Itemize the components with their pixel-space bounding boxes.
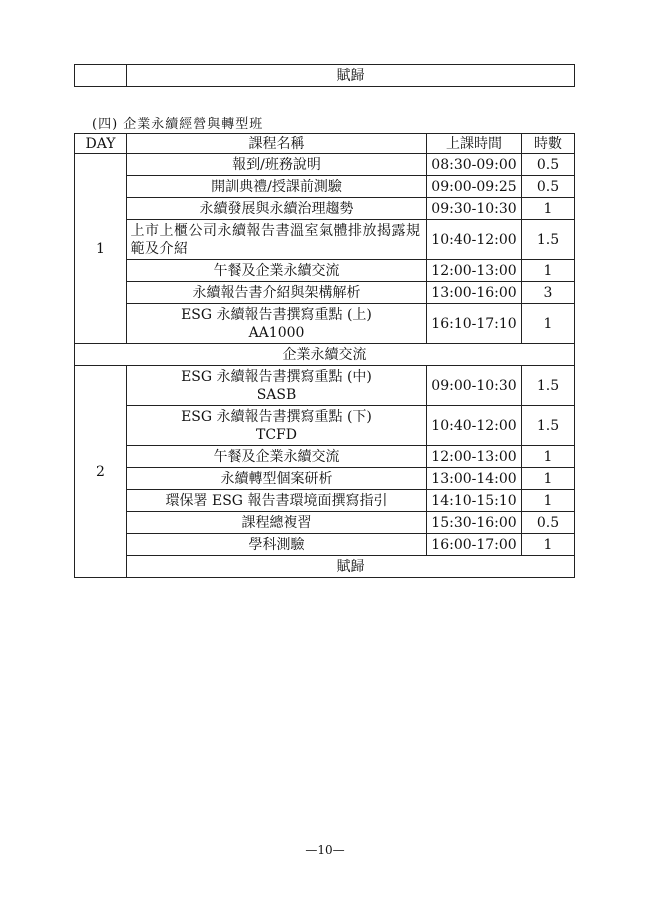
course-hours: 1: [522, 260, 575, 282]
previous-schedule-tail: [74, 64, 575, 87]
course-name: [127, 366, 427, 406]
schedule-table: [74, 133, 575, 578]
course-time: 16:00-17:00: [427, 534, 522, 556]
header-hours: 時數: [522, 134, 575, 154]
course-time: 10:40-12:00: [427, 406, 522, 446]
course-name: [127, 304, 427, 344]
course-hours: 1: [522, 468, 575, 490]
course-time: 15:30-16:00: [427, 512, 522, 534]
course-name-text: 上市上櫃公司永續報告書溫室氣體排放揭露規範及介紹: [130, 222, 421, 257]
course-name: 永續轉型個案研析: [127, 468, 427, 490]
course-name: 開訓典禮/授課前測驗: [127, 176, 427, 198]
day-number: 2: [75, 366, 127, 578]
course-hours: 1: [522, 198, 575, 220]
course-hours: 1: [522, 304, 575, 344]
table-row: [75, 366, 575, 406]
course-name: 永續報告書介紹與架構解析: [127, 282, 427, 304]
table-row: [75, 154, 575, 176]
table-row: [75, 220, 575, 260]
course-time: 16:10-17:10: [427, 304, 522, 344]
closing-cell: 賦歸: [127, 65, 575, 87]
table-row: [75, 198, 575, 220]
course-name-line1: ESG 永續報告書撰寫重點 (下): [181, 408, 372, 425]
course-name: 午餐及企業永續交流: [127, 260, 427, 282]
course-time: 13:00-14:00: [427, 468, 522, 490]
course-hours: 0.5: [522, 512, 575, 534]
course-time: 09:00-09:25: [427, 176, 522, 198]
header-row: [75, 134, 575, 154]
table-row: [75, 344, 575, 366]
table-row: [75, 176, 575, 198]
table-row: [75, 556, 575, 578]
course-hours: 1.5: [522, 366, 575, 406]
table-row: [75, 490, 575, 512]
table-row: [75, 282, 575, 304]
page-number: —10—: [305, 843, 345, 857]
table-row: [75, 304, 575, 344]
course-hours: 1.5: [522, 406, 575, 446]
course-time: 08:30-09:00: [427, 154, 522, 176]
table-row: [75, 406, 575, 446]
table-row: [75, 468, 575, 490]
section-title: (四) 企業永續經營與轉型班: [92, 117, 264, 132]
header-course: 課程名稱: [127, 134, 427, 154]
course-name: 學科測驗: [127, 534, 427, 556]
course-time: 09:30-10:30: [427, 198, 522, 220]
course-hours: 0.5: [522, 154, 575, 176]
course-name: 環保署 ESG 報告書環境面撰寫指引: [127, 490, 427, 512]
course-time: 14:10-15:10: [427, 490, 522, 512]
day-closing: 企業永續交流: [75, 344, 575, 366]
course-name-line2: AA1000: [248, 324, 305, 341]
course-hours: 0.5: [522, 176, 575, 198]
day-number: 1: [75, 154, 127, 344]
course-time: 09:00-10:30: [427, 366, 522, 406]
course-hours: 3: [522, 282, 575, 304]
course-time: 12:00-13:00: [427, 446, 522, 468]
table-row: [75, 534, 575, 556]
course-hours: 1: [522, 446, 575, 468]
course-time: 10:40-12:00: [427, 220, 522, 260]
course-hours: 1.5: [522, 220, 575, 260]
table-row: [75, 260, 575, 282]
course-hours: 1: [522, 534, 575, 556]
course-name-line1: ESG 永續報告書撰寫重點 (上): [181, 306, 372, 323]
course-time: 13:00-16:00: [427, 282, 522, 304]
course-name-line2: TCFD: [256, 426, 297, 443]
course-name: 課程總複習: [127, 512, 427, 534]
course-name: 報到/班務說明: [127, 154, 427, 176]
course-name-line2: SASB: [256, 386, 297, 403]
course-name: [127, 220, 427, 260]
header-time: 上課時間: [427, 134, 522, 154]
table-row: [75, 512, 575, 534]
course-name-line1: ESG 永續報告書撰寫重點 (中): [181, 368, 372, 385]
course-name: 午餐及企業永續交流: [127, 446, 427, 468]
course-name: [127, 406, 427, 446]
course-time: 12:00-13:00: [427, 260, 522, 282]
day-closing: 賦歸: [127, 556, 575, 578]
course-hours: 1: [522, 490, 575, 512]
course-name: 永續發展與永續治理趨勢: [127, 198, 427, 220]
table-row: [75, 446, 575, 468]
empty-day-cell: [75, 65, 127, 87]
header-day: DAY: [75, 134, 127, 154]
